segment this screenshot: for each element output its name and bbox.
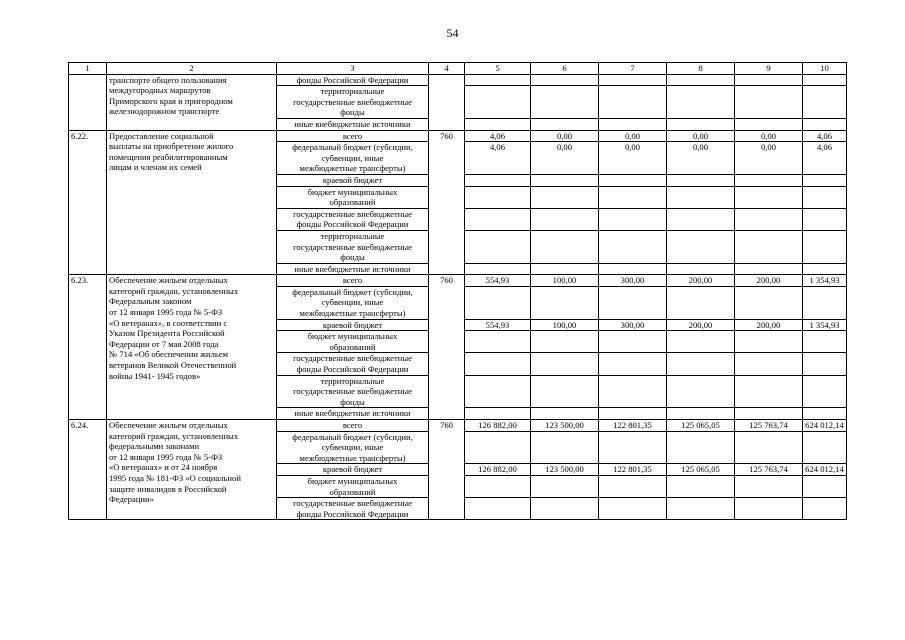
amount-cell bbox=[465, 118, 531, 130]
amount-cell bbox=[803, 230, 847, 263]
amount-cell bbox=[667, 353, 735, 375]
amount-cell bbox=[599, 286, 667, 319]
amount-cell: 0,00 bbox=[599, 142, 667, 175]
amount-cell bbox=[735, 174, 803, 186]
funding-source: федеральный бюджет (субсидии, субвенции, иные межбюджетные трансферты) bbox=[277, 431, 429, 464]
amount-cell bbox=[531, 331, 599, 353]
amount-cell: 300,00 bbox=[599, 319, 667, 331]
amount-cell bbox=[599, 230, 667, 263]
funding-source: иные внебюджетные источники bbox=[277, 118, 429, 130]
amount-cell: 554,93 bbox=[465, 275, 531, 287]
amount-cell bbox=[803, 408, 847, 420]
amount-cell bbox=[667, 408, 735, 420]
item-description: Обеспечение жильем отдельных категорий граждан, установленных Федеральным законом от 12 января 1995 года № 5-ФЗ «О ветеранах», в соответствии с Указом Президента Российской Федерации от 7 мая 2008 года № 714 «Об обеспечении жильем ветеранов Великой Отечественной войны 1941- 1945 годов» bbox=[107, 275, 277, 420]
col-header-8: 8 bbox=[667, 63, 735, 75]
amount-cell bbox=[531, 74, 599, 86]
amount-cell bbox=[531, 174, 599, 186]
funding-source: всего bbox=[277, 130, 429, 142]
amount-cell: 554,93 bbox=[465, 319, 531, 331]
amount-cell: 100,00 bbox=[531, 275, 599, 287]
amount-cell bbox=[735, 408, 803, 420]
funding-source: бюджет муниципальных образований bbox=[277, 186, 429, 208]
amount-cell bbox=[667, 286, 735, 319]
amount-cell: 125 065,05 bbox=[667, 464, 735, 476]
col-header-4: 4 bbox=[429, 63, 465, 75]
funding-source: иные внебюджетные источники bbox=[277, 408, 429, 420]
amount-cell bbox=[667, 118, 735, 130]
amount-cell bbox=[735, 208, 803, 230]
amount-cell bbox=[599, 186, 667, 208]
amount-cell bbox=[599, 74, 667, 86]
amount-cell bbox=[803, 431, 847, 464]
amount-cell bbox=[667, 498, 735, 520]
amount-cell bbox=[599, 408, 667, 420]
amount-cell bbox=[531, 431, 599, 464]
amount-cell bbox=[531, 230, 599, 263]
amount-cell bbox=[803, 331, 847, 353]
amount-cell bbox=[531, 498, 599, 520]
amount-cell bbox=[599, 118, 667, 130]
amount-cell bbox=[531, 475, 599, 497]
item-description: транспорте общего пользования междугородных маршрутов Приморского края и пригородном железнодорожном транспорте bbox=[107, 74, 277, 130]
col-header-9: 9 bbox=[735, 63, 803, 75]
executor-code: 760 bbox=[429, 275, 465, 420]
amount-cell: 0,00 bbox=[735, 142, 803, 175]
col-header-10: 10 bbox=[803, 63, 847, 75]
amount-cell bbox=[667, 208, 735, 230]
funding-source: бюджет муниципальных образований bbox=[277, 331, 429, 353]
amount-cell bbox=[531, 263, 599, 275]
funding-source: федеральный бюджет (субсидии, субвенции, иные межбюджетные трансферты) bbox=[277, 286, 429, 319]
amount-cell: 125 763,74 bbox=[735, 464, 803, 476]
amount-cell: 624 012,14 bbox=[803, 420, 847, 432]
item-description: Предоставление социальной выплаты на приобретение жилого помещения реабилитированным лицам и членам их семей bbox=[107, 130, 277, 275]
amount-cell bbox=[599, 353, 667, 375]
table-row bbox=[69, 130, 847, 142]
amount-cell bbox=[803, 375, 847, 408]
amount-cell: 123 500,00 bbox=[531, 464, 599, 476]
amount-cell bbox=[465, 431, 531, 464]
amount-cell bbox=[531, 375, 599, 408]
amount-cell bbox=[465, 74, 531, 86]
amount-cell bbox=[803, 86, 847, 119]
amount-cell: 4,06 bbox=[465, 130, 531, 142]
funding-source: государственные внебюджетные фонды Российской Федерации bbox=[277, 353, 429, 375]
amount-cell bbox=[735, 263, 803, 275]
amount-cell bbox=[599, 475, 667, 497]
amount-cell: 4,06 bbox=[803, 142, 847, 175]
column-number-row bbox=[69, 63, 847, 75]
col-header-7: 7 bbox=[599, 63, 667, 75]
funding-source: всего bbox=[277, 275, 429, 287]
funding-source: территориальные государственные внебюджетные фонды bbox=[277, 375, 429, 408]
amount-cell bbox=[465, 286, 531, 319]
amount-cell bbox=[735, 286, 803, 319]
amount-cell bbox=[531, 118, 599, 130]
amount-cell bbox=[531, 353, 599, 375]
table-row bbox=[69, 275, 847, 287]
amount-cell bbox=[803, 118, 847, 130]
amount-cell bbox=[465, 498, 531, 520]
executor-code: 760 bbox=[429, 420, 465, 520]
amount-cell: 200,00 bbox=[667, 275, 735, 287]
amount-cell bbox=[667, 186, 735, 208]
amount-cell bbox=[531, 408, 599, 420]
funding-source: территориальные государственные внебюджетные фонды bbox=[277, 230, 429, 263]
amount-cell bbox=[531, 186, 599, 208]
amount-cell bbox=[803, 263, 847, 275]
item-number: 6.22. bbox=[69, 130, 107, 275]
item-description: Обеспечение жильем отдельных категорий граждан, установленных федеральными законами от 12 января 1995 года № 5-ФЗ «О ветеранах» и от 24 ноября 1995 года № 181-ФЗ «О социальной защите инвалидов в Российской Федерации» bbox=[107, 420, 277, 520]
amount-cell bbox=[531, 208, 599, 230]
amount-cell: 122 801,35 bbox=[599, 464, 667, 476]
amount-cell bbox=[465, 475, 531, 497]
page-number: 54 bbox=[446, 26, 459, 40]
item-number: 6.23. bbox=[69, 275, 107, 420]
col-header-5: 5 bbox=[465, 63, 531, 75]
table-body bbox=[69, 63, 847, 520]
amount-cell: 125 065,05 bbox=[667, 420, 735, 432]
amount-cell bbox=[667, 375, 735, 408]
col-header-2: 2 bbox=[107, 63, 277, 75]
amount-cell: 1 354,93 bbox=[803, 319, 847, 331]
table-row bbox=[69, 74, 847, 86]
amount-cell bbox=[667, 74, 735, 86]
amount-cell bbox=[803, 74, 847, 86]
amount-cell: 0,00 bbox=[735, 130, 803, 142]
amount-cell bbox=[599, 498, 667, 520]
table-row bbox=[69, 420, 847, 432]
executor-code bbox=[429, 74, 465, 130]
amount-cell bbox=[599, 86, 667, 119]
amount-cell: 125 763,74 bbox=[735, 420, 803, 432]
amount-cell bbox=[667, 331, 735, 353]
amount-cell: 0,00 bbox=[599, 130, 667, 142]
funding-source: краевой бюджет bbox=[277, 464, 429, 476]
amount-cell bbox=[803, 286, 847, 319]
amount-cell bbox=[735, 475, 803, 497]
funding-source: всего bbox=[277, 420, 429, 432]
amount-cell bbox=[803, 498, 847, 520]
amount-cell bbox=[735, 498, 803, 520]
amount-cell bbox=[465, 174, 531, 186]
amount-cell: 100,00 bbox=[531, 319, 599, 331]
amount-cell bbox=[465, 263, 531, 275]
funding-source: краевой бюджет bbox=[277, 174, 429, 186]
amount-cell bbox=[667, 263, 735, 275]
amount-cell bbox=[465, 408, 531, 420]
amount-cell bbox=[735, 186, 803, 208]
executor-code: 760 bbox=[429, 130, 465, 275]
amount-cell: 0,00 bbox=[667, 142, 735, 175]
amount-cell bbox=[465, 186, 531, 208]
amount-cell bbox=[667, 174, 735, 186]
amount-cell bbox=[667, 86, 735, 119]
amount-cell: 0,00 bbox=[531, 142, 599, 175]
amount-cell bbox=[735, 353, 803, 375]
amount-cell bbox=[465, 375, 531, 408]
col-header-3: 3 bbox=[277, 63, 429, 75]
funding-source: федеральный бюджет (субсидии, субвенции, иные межбюджетные трансферты) bbox=[277, 142, 429, 175]
amount-cell bbox=[735, 118, 803, 130]
amount-cell bbox=[735, 375, 803, 408]
amount-cell: 0,00 bbox=[667, 130, 735, 142]
amount-cell bbox=[465, 230, 531, 263]
funding-source: государственные внебюджетные фонды Российской Федерации bbox=[277, 498, 429, 520]
budget-table bbox=[68, 62, 847, 520]
item-number bbox=[69, 74, 107, 130]
amount-cell bbox=[803, 208, 847, 230]
amount-cell: 122 801,35 bbox=[599, 420, 667, 432]
item-number: 6.24. bbox=[69, 420, 107, 520]
amount-cell: 123 500,00 bbox=[531, 420, 599, 432]
amount-cell: 4,06 bbox=[465, 142, 531, 175]
amount-cell bbox=[667, 431, 735, 464]
amount-cell: 200,00 bbox=[667, 319, 735, 331]
amount-cell bbox=[667, 230, 735, 263]
amount-cell bbox=[599, 208, 667, 230]
amount-cell: 0,00 bbox=[531, 130, 599, 142]
amount-cell: 300,00 bbox=[599, 275, 667, 287]
amount-cell bbox=[599, 263, 667, 275]
amount-cell bbox=[735, 86, 803, 119]
amount-cell: 4,06 bbox=[803, 130, 847, 142]
amount-cell bbox=[465, 331, 531, 353]
amount-cell bbox=[531, 286, 599, 319]
amount-cell bbox=[803, 353, 847, 375]
amount-cell: 1 354,93 bbox=[803, 275, 847, 287]
amount-cell bbox=[465, 353, 531, 375]
funding-source: территориальные государственные внебюджетные фонды bbox=[277, 86, 429, 119]
amount-cell bbox=[735, 74, 803, 86]
amount-cell bbox=[803, 174, 847, 186]
amount-cell bbox=[599, 431, 667, 464]
amount-cell bbox=[465, 208, 531, 230]
col-header-1: 1 bbox=[69, 63, 107, 75]
funding-source: краевой бюджет bbox=[277, 319, 429, 331]
col-header-6: 6 bbox=[531, 63, 599, 75]
amount-cell bbox=[803, 186, 847, 208]
amount-cell: 126 882,00 bbox=[465, 464, 531, 476]
amount-cell bbox=[667, 475, 735, 497]
funding-source: государственные внебюджетные фонды Российской Федерации bbox=[277, 208, 429, 230]
amount-cell: 624 012,14 bbox=[803, 464, 847, 476]
amount-cell bbox=[599, 331, 667, 353]
amount-cell bbox=[735, 431, 803, 464]
funding-source: фонды Российской Федерации bbox=[277, 74, 429, 86]
amount-cell bbox=[599, 375, 667, 408]
funding-source: иные внебюджетные источники bbox=[277, 263, 429, 275]
amount-cell: 126 882,00 bbox=[465, 420, 531, 432]
amount-cell bbox=[735, 230, 803, 263]
amount-cell bbox=[531, 86, 599, 119]
amount-cell bbox=[803, 475, 847, 497]
amount-cell bbox=[465, 86, 531, 119]
amount-cell bbox=[599, 174, 667, 186]
amount-cell: 200,00 bbox=[735, 319, 803, 331]
amount-cell bbox=[735, 331, 803, 353]
funding-source: бюджет муниципальных образований bbox=[277, 475, 429, 497]
amount-cell: 200,00 bbox=[735, 275, 803, 287]
